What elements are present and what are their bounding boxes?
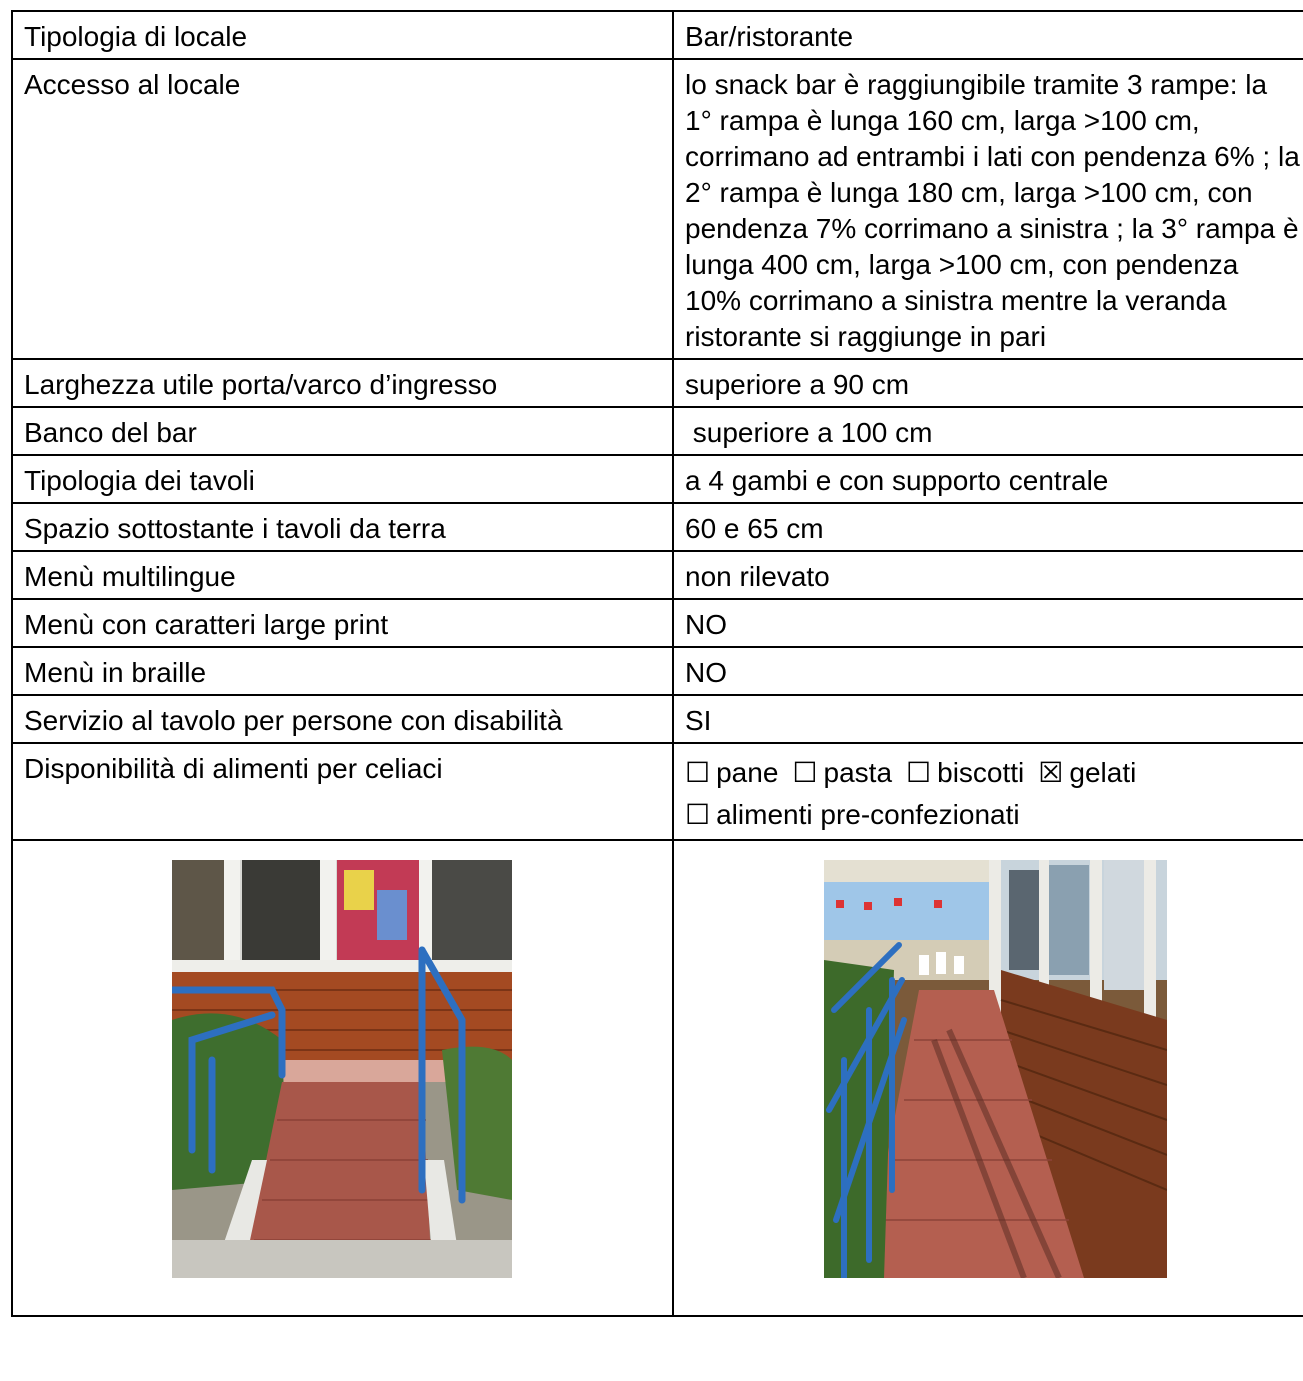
- photo-cell: [673, 840, 1303, 1316]
- row-value: SI: [673, 695, 1303, 743]
- row-label: Larghezza utile porta/varco d’ingresso: [12, 359, 673, 407]
- row-label: Disponibilità di alimenti per celiaci: [12, 743, 673, 840]
- checkbox-label: pane: [716, 757, 779, 788]
- row-value: superiore a 90 cm: [673, 359, 1303, 407]
- ramp-entrance-photo: [172, 860, 512, 1278]
- row-value: lo snack bar è raggiungibile tramite 3 rampe: la 1° rampa è lunga 160 cm, larga >100 cm, corrimano ad entrambi i lati con pendenza 6% ; la 2° rampa è lunga 180 cm, larga >100 cm, con pendenza 7% corrimano a sinistra ; la 3° rampa è lunga 400 cm, larga >100 cm, con pendenza 10% corrimano a sinistra mentre la veranda ristorante si raggiunge in pari: [673, 59, 1303, 359]
- row-value: a 4 gambi e con supporto centrale: [673, 455, 1303, 503]
- table-row: [12, 59, 1303, 359]
- celiac-options-line: [685, 794, 1301, 836]
- checkbox-label: gelati: [1069, 757, 1137, 788]
- checkbox-label: pasta: [823, 757, 893, 788]
- checkbox-option[interactable]: [1038, 757, 1136, 788]
- table-row: [12, 503, 1303, 551]
- checkbox-icon: ☐: [685, 799, 711, 830]
- checkbox-option[interactable]: [685, 757, 778, 788]
- table-row: [12, 647, 1303, 695]
- photo-row: [12, 840, 1303, 1316]
- checkbox-icon: ☐: [792, 757, 818, 788]
- row-label: Spazio sottostante i tavoli da terra: [12, 503, 673, 551]
- row-value: 60 e 65 cm: [673, 503, 1303, 551]
- row-label: Menù in braille: [12, 647, 673, 695]
- row-value: NO: [673, 647, 1303, 695]
- checkbox-icon: ☐: [906, 757, 932, 788]
- row-value: Bar/ristorante: [673, 11, 1303, 59]
- photo-cell: [12, 840, 673, 1316]
- checkbox-option[interactable]: [792, 757, 892, 788]
- row-value: non rilevato: [673, 551, 1303, 599]
- celiac-options: [673, 743, 1303, 840]
- checkbox-icon: ☐: [685, 757, 711, 788]
- table-row: [12, 599, 1303, 647]
- row-label: Accesso al locale: [12, 59, 673, 359]
- row-label: Menù multilingue: [12, 551, 673, 599]
- row-label: Menù con caratteri large print: [12, 599, 673, 647]
- checked-box-icon: ☒: [1038, 757, 1064, 788]
- table-row: [12, 743, 1303, 840]
- row-label: Banco del bar: [12, 407, 673, 455]
- checkbox-option[interactable]: [685, 799, 1020, 830]
- checkbox-label: biscotti: [937, 757, 1025, 788]
- ramp-corridor-photo: [824, 860, 1167, 1278]
- accessibility-table: [11, 10, 1303, 1317]
- row-value: NO: [673, 599, 1303, 647]
- checkbox-label: alimenti pre-confezionati: [716, 799, 1020, 830]
- table-row: [12, 359, 1303, 407]
- row-label: Tipologia dei tavoli: [12, 455, 673, 503]
- table-row: [12, 455, 1303, 503]
- celiac-options-line: [685, 752, 1301, 794]
- table-row: [12, 551, 1303, 599]
- table-row: [12, 695, 1303, 743]
- table-row: [12, 11, 1303, 59]
- table-row: [12, 407, 1303, 455]
- row-label: Servizio al tavolo per persone con disabilità: [12, 695, 673, 743]
- row-value: superiore a 100 cm: [673, 407, 1303, 455]
- checkbox-option[interactable]: [906, 757, 1024, 788]
- row-label: Tipologia di locale: [12, 11, 673, 59]
